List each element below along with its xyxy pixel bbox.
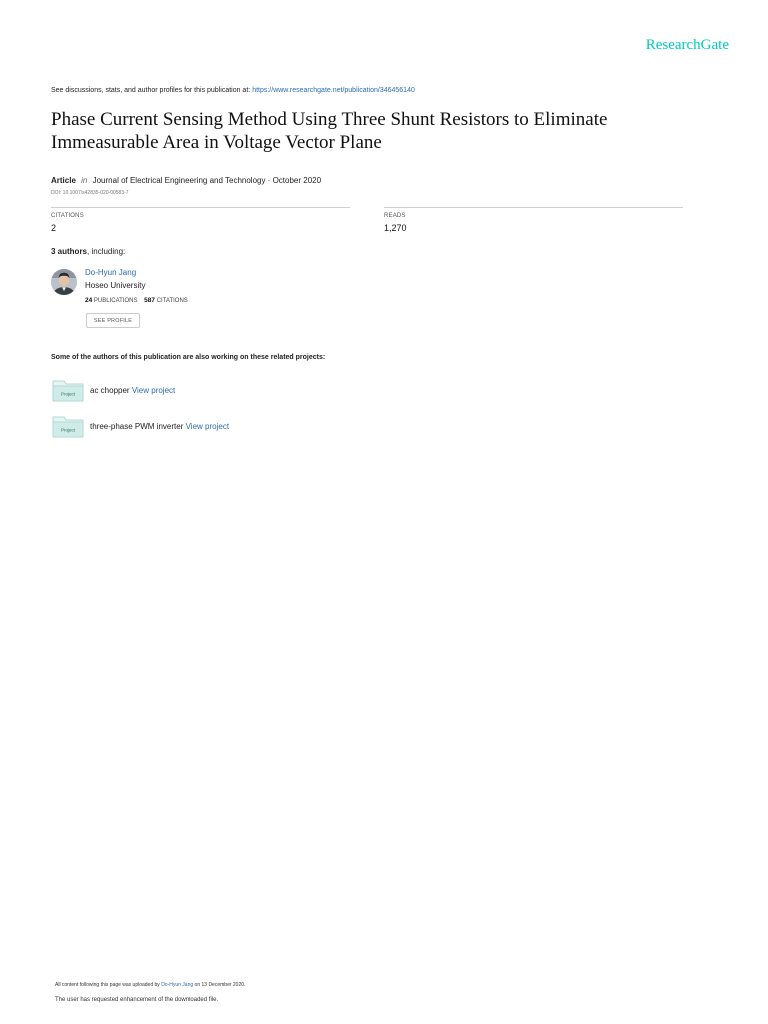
project-name: ac chopper [90, 386, 130, 395]
doi-text: DOI: 10.1007/s42835-020-00583-7 [51, 190, 129, 196]
folder-icon[interactable] [52, 380, 84, 402]
authors-count: 3 authors [51, 247, 88, 256]
author-institution: Hoseo University [85, 281, 146, 290]
citations-label: CITATIONS [51, 213, 84, 219]
discussion-line [51, 87, 415, 94]
discussion-prefix: See discussions, stats, and author profiles for this publication at: [51, 87, 251, 94]
publication-meta [51, 176, 321, 185]
title-line-1: Phase Current Sensing Method Using Three Shunt Resistors to Eliminate [51, 109, 608, 130]
authors-heading [51, 247, 125, 256]
publication-kind: Article [51, 176, 76, 185]
author-publications-count: 24 [85, 297, 93, 304]
upload-note [55, 982, 245, 988]
enhancement-note: The user has requested enhancement of the downloaded file. [55, 997, 219, 1003]
related-project-item [90, 386, 175, 395]
reads-value: 1,270 [384, 223, 407, 233]
author-avatar[interactable] [51, 269, 77, 295]
author-publications-label: PUBLICATIONS [93, 298, 138, 304]
citations-divider [51, 207, 350, 208]
venue-date: Journal of Electrical Engineering and Technology · October 2020 [92, 176, 322, 185]
reads-divider [384, 207, 683, 208]
see-profile-button[interactable]: SEE PROFILE [86, 313, 140, 328]
publication-url-link[interactable]: https://www.researchgate.net/publication/346456140 [252, 87, 415, 94]
folder-label: Project [60, 427, 76, 433]
project-name: three-phase PWM inverter [90, 422, 184, 431]
view-project-link[interactable]: View project [131, 386, 176, 395]
researchgate-logo[interactable]: ResearchGate [645, 37, 729, 53]
author-citations-label: CITATIONS [156, 298, 188, 304]
author-citations-count: 587 [144, 297, 156, 304]
upload-prefix: All content following this page was uploaded by [55, 982, 160, 988]
upload-suffix: on 13 December 2020. [194, 982, 246, 988]
related-project-item [90, 422, 229, 431]
author-stats [85, 297, 188, 304]
view-project-link[interactable]: View project [185, 422, 230, 431]
related-projects-heading: Some of the authors of this publication are also working on these related projects: [51, 354, 326, 361]
authors-including: , including: [87, 247, 126, 256]
folder-icon[interactable] [52, 416, 84, 438]
author-name-link[interactable]: Do-Hyun Jang [85, 268, 137, 277]
folder-label: Project [60, 391, 76, 397]
uploader-link[interactable]: Do-Hyun Jang [161, 982, 194, 988]
in-word: in [81, 176, 88, 185]
person-photo-icon [51, 269, 77, 295]
citations-value: 2 [51, 223, 57, 233]
title-line-2: Immeasurable Area in Voltage Vector Plane [51, 132, 382, 153]
publication-title [51, 108, 731, 154]
reads-label: READS [384, 213, 406, 219]
